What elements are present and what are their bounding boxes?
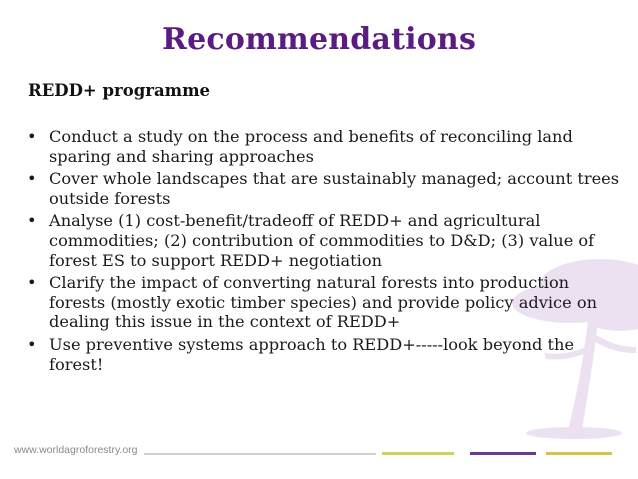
footer-divider-gray bbox=[144, 453, 376, 455]
list-item bbox=[27, 211, 625, 270]
bullet-icon: • bbox=[27, 334, 37, 354]
bullet-icon: • bbox=[27, 127, 37, 146]
footer-divider-gold bbox=[546, 452, 612, 455]
list-item-text: Cover whole landscapes that are sustainably managed; account trees outside forests bbox=[49, 169, 620, 208]
list-item bbox=[27, 169, 625, 208]
list-item-text: Conduct a study on the process and benefits of reconciling land sparing and sharing approaches bbox=[49, 127, 573, 166]
list-item-text: Analyse (1) cost-benefit/tradeoff of REDD+ and agricultural commodities; (2) contribution of commodities to D&D; (3) value of forest ES to support REDD+ negotiation bbox=[49, 211, 595, 270]
list-item bbox=[27, 127, 625, 166]
section-heading: REDD+ programme bbox=[28, 81, 211, 100]
list-item bbox=[27, 335, 625, 374]
page-title: Recommendations bbox=[161, 22, 477, 57]
footer-url: www.worldagroforestry.org bbox=[14, 444, 138, 456]
bullet-icon: • bbox=[27, 169, 37, 189]
list-item bbox=[27, 273, 625, 332]
footer-divider-purple bbox=[470, 452, 536, 455]
bullet-icon: • bbox=[27, 273, 37, 293]
list-item-text: Use preventive systems approach to REDD+-----look beyond the forest! bbox=[49, 334, 575, 374]
bullet-list bbox=[27, 127, 625, 377]
footer-divider-lime bbox=[382, 452, 454, 455]
list-item-text: Clarify the impact of converting natural forests into production forests (mostly exotic timber species) and provide policy advice on dealing this issue in the context of REDD+ bbox=[49, 273, 598, 332]
bullet-icon: • bbox=[27, 211, 37, 231]
